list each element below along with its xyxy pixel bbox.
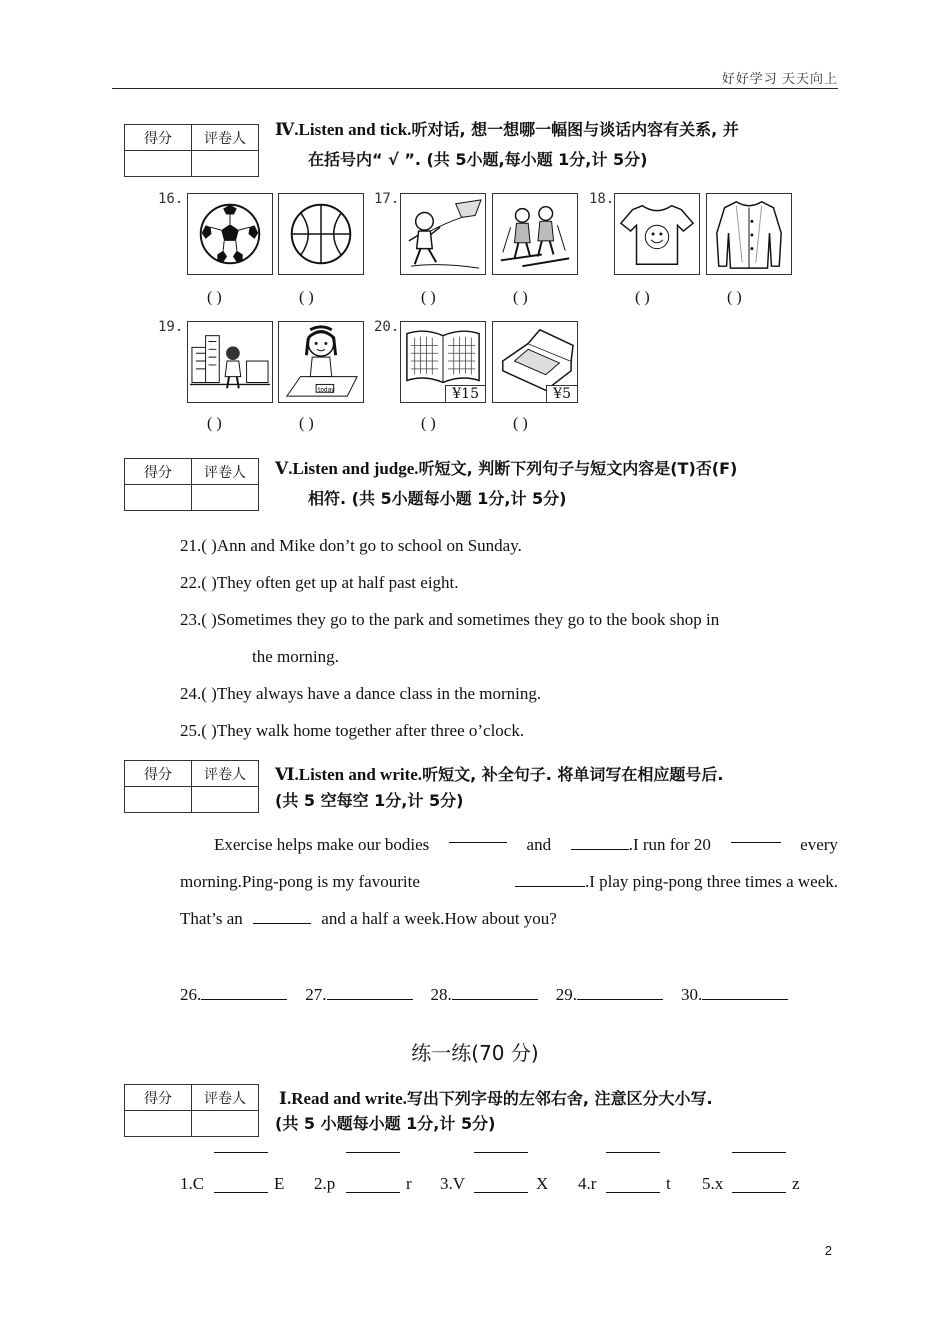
tshirt-image (614, 193, 700, 275)
blank-upper[interactable] (214, 1152, 268, 1153)
section-4-title-zh1: 听对话, 想一想哪一幅图与谈话内容有关系, 并 (411, 120, 739, 139)
section-4-title-en: Ⅳ.Listen and tick. (275, 120, 412, 139)
answer-30[interactable] (702, 983, 788, 1000)
blank-1[interactable] (449, 826, 507, 843)
judge-item-22: 22.( )They often get up at half past eight. (180, 573, 459, 592)
blank-middle[interactable] (214, 1174, 268, 1193)
section-6-title: Ⅵ.Listen and write.听短文, 补全句子. 将单词写在相应题号后. (275, 765, 724, 784)
judge-item-21: 21.( )Ann and Mike don’t go to school on Sunday. (180, 536, 522, 555)
score-label: 得分 (125, 125, 192, 151)
grader-label: 评卷人 (192, 761, 259, 787)
blank-middle[interactable] (732, 1174, 786, 1193)
letter-item-1: 1.C E (180, 1152, 300, 1212)
blank-upper[interactable] (346, 1152, 400, 1153)
pencil-box-image (492, 321, 578, 403)
answer-paren-19a[interactable]: ( ) (207, 415, 222, 432)
section-1-title: Ⅰ.Read and write.写出下列字母的左邻右舍, 注意区分大小写. (279, 1089, 713, 1108)
score-label: 得分 (125, 1085, 192, 1111)
blank-lower[interactable] (214, 1192, 268, 1193)
score-box-6 (124, 760, 259, 813)
listening-passage: Exercise helps make our bodies and .I run for 20 every morning.Ping-pong is my favourite .I play ping-pong three times a week. That’s an and a half a week.How about you? (180, 826, 838, 937)
page-number: 2 (824, 1243, 832, 1258)
score-cell[interactable] (125, 1111, 192, 1137)
question-17-number: 17. (374, 191, 400, 207)
score-label: 得分 (125, 761, 192, 787)
open-book-image (400, 321, 486, 403)
judge-item-23: 23.( )Sometimes they go to the park and sometimes they go to the book shop in (180, 610, 720, 629)
answer-paren-18b[interactable]: ( ) (727, 289, 742, 306)
letter-item-4: 4.r t (578, 1152, 698, 1212)
blank-middle[interactable] (346, 1174, 400, 1193)
judge-item-24: 24.( )They always have a dance class in the morning. (180, 684, 542, 703)
answer-27[interactable] (327, 983, 413, 1000)
score-cell[interactable] (125, 485, 192, 511)
children-skiing-image (492, 193, 578, 275)
score-cell[interactable] (125, 151, 192, 177)
section-4-subtitle: 在括号内“ √ ”. (共 5小题,每小题 1分,计 5分) (308, 150, 648, 169)
blank-4[interactable] (515, 870, 585, 887)
judge-item-25: 25.( )They walk home together after three o’clock. (180, 721, 525, 740)
answer-28[interactable] (452, 983, 538, 1000)
girl-at-desk-image (278, 321, 364, 403)
section-5-title: Ⅴ.Listen and judge.听短文, 判断下列句子与短文内容是(T)否(F) (275, 459, 738, 478)
blank-middle[interactable] (474, 1174, 528, 1193)
soccer-ball-image (187, 193, 273, 275)
question-16-number: 16. (158, 191, 184, 207)
answer-paren-18a[interactable]: ( ) (635, 289, 650, 306)
question-20-number: 20. (374, 319, 400, 335)
score-box-1 (124, 1084, 259, 1137)
boy-flying-kite-image (400, 193, 486, 275)
judge-item-23-cont: the morning. (252, 647, 339, 666)
book-label: today (318, 387, 335, 394)
letter-item-3: 3.V X (440, 1152, 560, 1212)
answer-26[interactable] (201, 983, 287, 1000)
page-header: 好好学习 天天向上 (721, 71, 838, 86)
question-18-number: 18. (589, 191, 615, 207)
answer-paren-16b[interactable]: ( ) (299, 289, 314, 306)
blank-2[interactable] (571, 833, 629, 850)
grader-label: 评卷人 (192, 1085, 259, 1111)
basketball-image (278, 193, 364, 275)
letter-items (180, 1152, 820, 1212)
section-5-subtitle: 相符. (共 5小题每小题 1分,计 5分) (308, 489, 567, 508)
grader-label: 评卷人 (192, 125, 259, 151)
section-4-title (275, 115, 739, 145)
grader-cell[interactable] (192, 787, 259, 813)
blank-upper[interactable] (474, 1152, 528, 1153)
blank-3[interactable] (731, 826, 781, 843)
girl-near-buildings-image (187, 321, 273, 403)
jacket-image (706, 193, 792, 275)
score-cell[interactable] (125, 787, 192, 813)
practice-title: 练一练(70 分) (411, 1041, 539, 1065)
grader-cell[interactable] (192, 485, 259, 511)
answer-paren-19b[interactable]: ( ) (299, 415, 314, 432)
answer-paren-20a[interactable]: ( ) (421, 415, 436, 432)
answer-row: 26. 27. 28. 29. 30. (180, 983, 788, 1005)
answer-29[interactable] (577, 983, 663, 1000)
answer-paren-17a[interactable]: ( ) (421, 289, 436, 306)
header-rule (112, 88, 838, 89)
price-tag-book: ¥15 (445, 385, 485, 402)
score-box-5 (124, 458, 259, 511)
blank-lower[interactable] (346, 1192, 400, 1193)
blank-upper[interactable] (606, 1152, 660, 1153)
section-6-subtitle: (共 5 空每空 1分,计 5分) (275, 791, 464, 810)
blank-lower[interactable] (732, 1192, 786, 1193)
blank-lower[interactable] (606, 1192, 660, 1193)
blank-5[interactable] (253, 907, 311, 924)
answer-paren-20b[interactable]: ( ) (513, 415, 528, 432)
score-box-4 (124, 124, 259, 177)
price-tag-pencil-box: ¥5 (546, 385, 577, 402)
blank-lower[interactable] (474, 1192, 528, 1193)
score-label: 得分 (125, 459, 192, 485)
answer-paren-16a[interactable]: ( ) (207, 289, 222, 306)
answer-paren-17b[interactable]: ( ) (513, 289, 528, 306)
letter-item-5: 5.x z (702, 1152, 832, 1212)
letter-item-2: 2.p r (314, 1152, 434, 1212)
grader-cell[interactable] (192, 151, 259, 177)
question-19-number: 19. (158, 319, 184, 335)
grader-cell[interactable] (192, 1111, 259, 1137)
section-1-subtitle: (共 5 小题每小题 1分,计 5分) (275, 1114, 496, 1133)
blank-middle[interactable] (606, 1174, 660, 1193)
blank-upper[interactable] (732, 1152, 786, 1153)
grader-label: 评卷人 (192, 459, 259, 485)
